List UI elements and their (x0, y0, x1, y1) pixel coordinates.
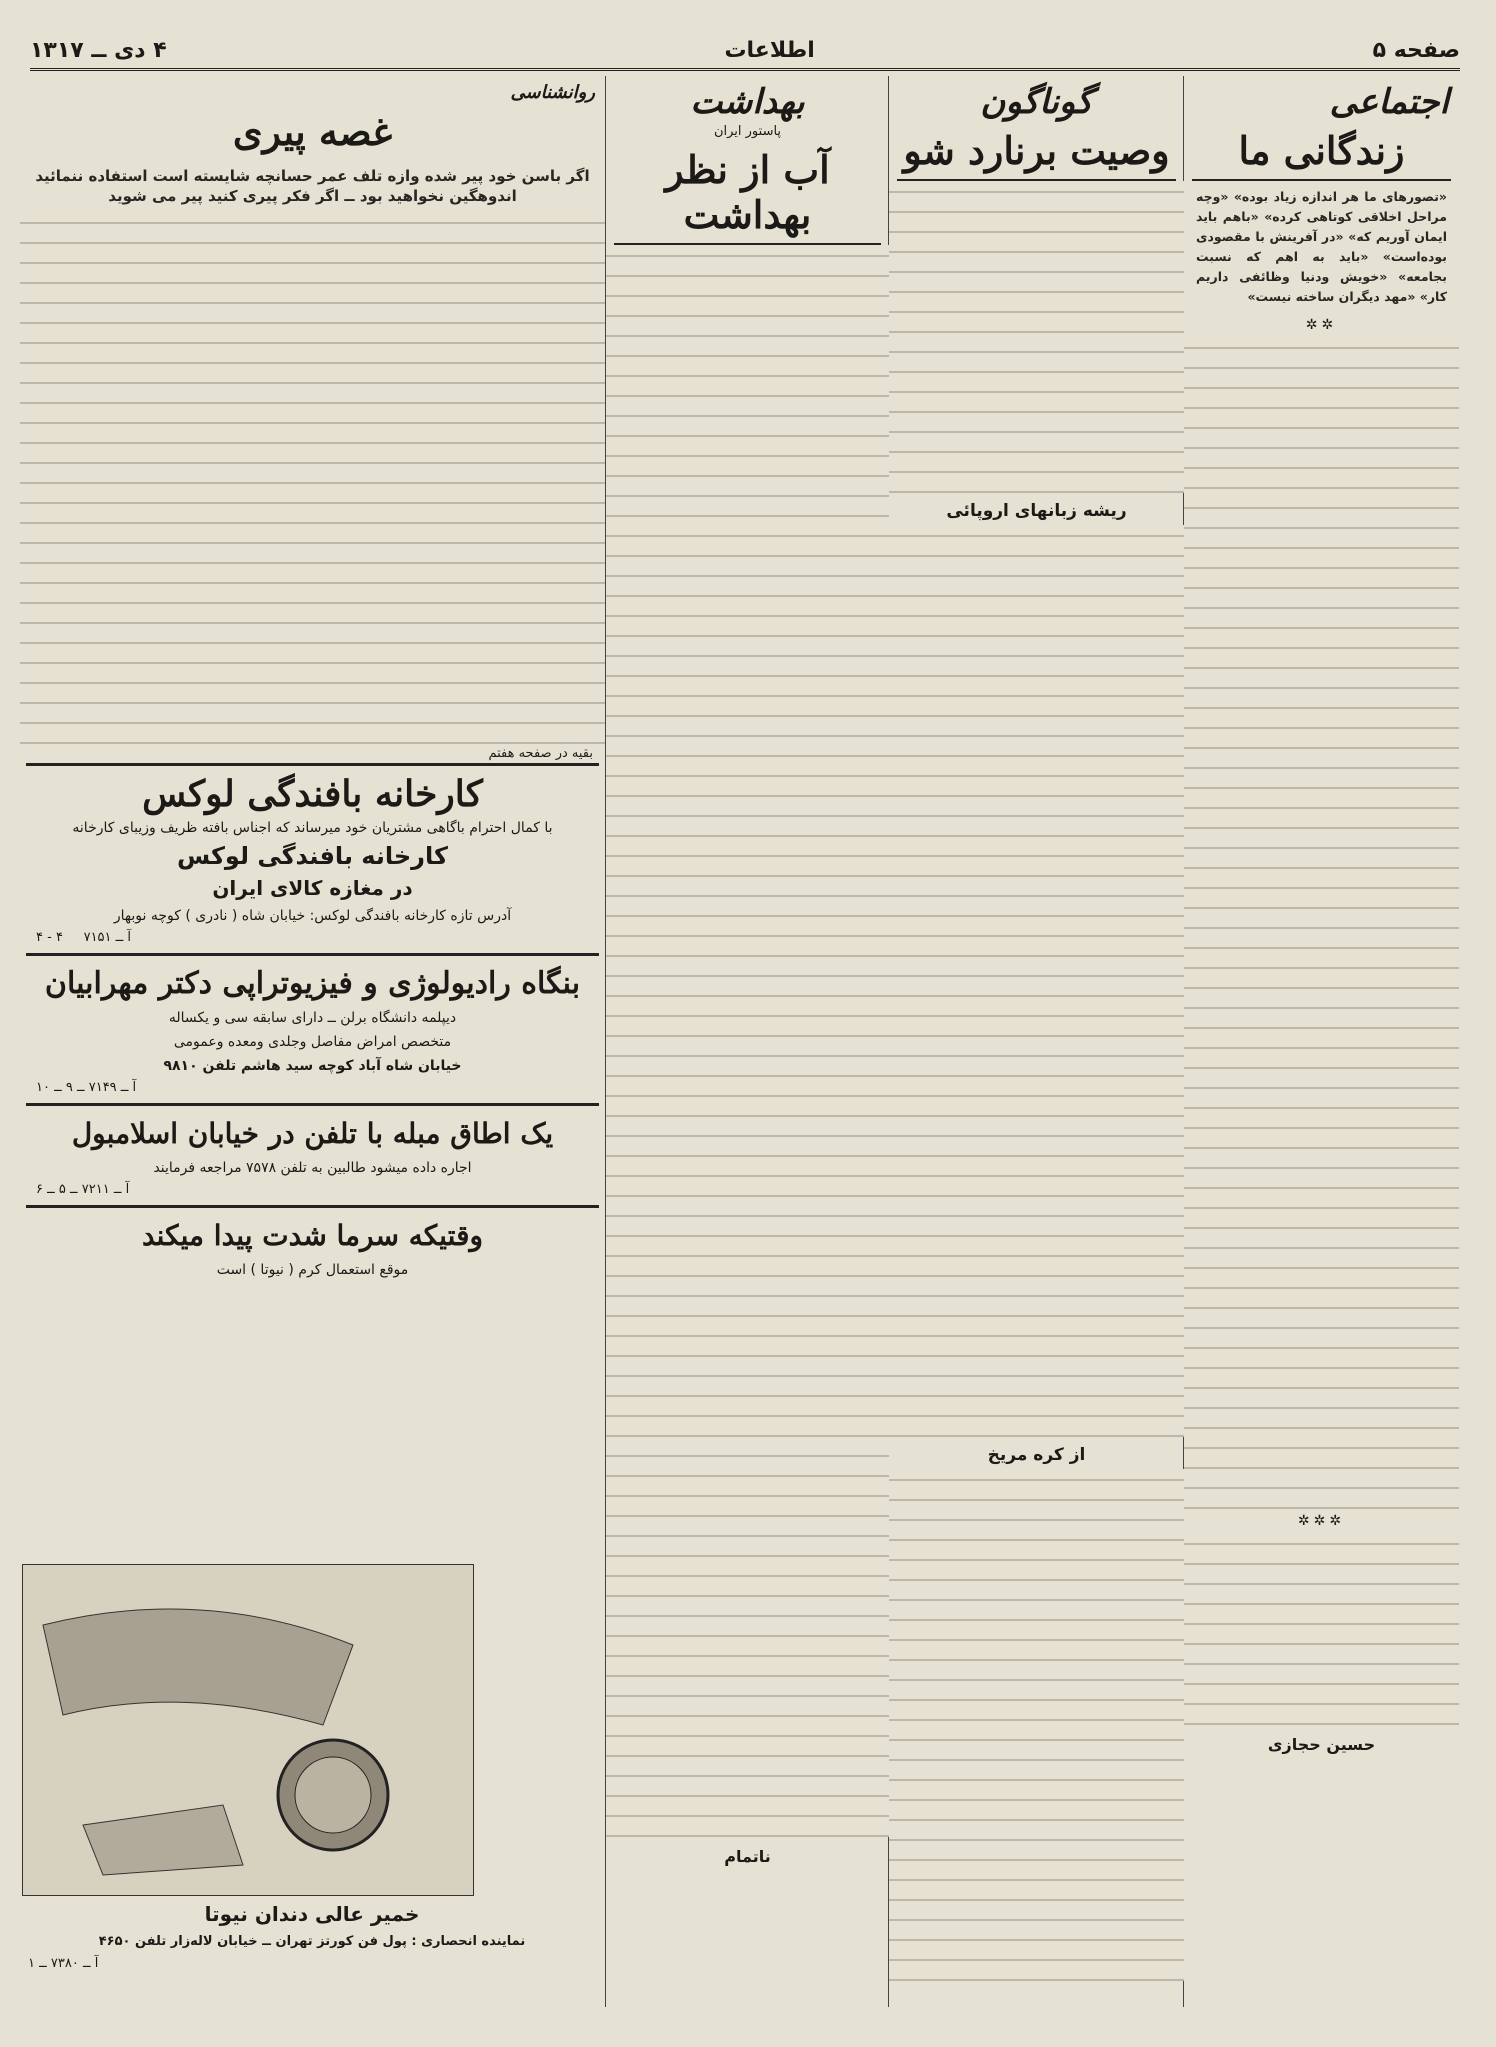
ad-phone-number: آ ــ ۷۱۵۱ (83, 930, 132, 945)
section-tag: اجتماعی (1329, 82, 1449, 122)
article-headline: آب از نظر بهداشت (614, 141, 881, 245)
nivea-footer (22, 1898, 602, 1973)
nivea-tin-illustration (22, 1564, 474, 1896)
ad-product: خمیر عالی دندان نیوتا (204, 1902, 420, 1926)
article-body-placeholder (889, 1469, 1184, 1981)
ad-radiology (26, 953, 599, 1103)
section-divider-icon: ✲✲✲ (1297, 1513, 1346, 1529)
column-misc (888, 76, 1184, 2007)
ad-title: وقتیکه سرما شدت پیدا میکند (141, 1219, 483, 1252)
article-body-placeholder (1184, 1533, 1459, 1725)
section-tag: گوناگون (980, 82, 1093, 122)
masthead (30, 32, 1460, 71)
article-body-placeholder (1184, 337, 1459, 1509)
article-subhead: از کره مریخ (987, 1445, 1086, 1465)
article-headline: غصه پیری (232, 109, 393, 154)
ad-line: متخصص امراض مفاصل وجلدی ومعده وعمومی (173, 1034, 452, 1050)
ad-title: بنگاه رادیولوژی و فیزیوتراپی دکتر مهرابیان (44, 966, 581, 1001)
ad-agent: نماینده انحصاری : پول فن کورتز تهران ــ خیابان لاله‌زار تلفن ۴۶۵۰ (98, 1934, 526, 1949)
ad-title: کارخانه بافندگی لوکس (142, 773, 483, 815)
paper-name: اطلاعات (724, 37, 815, 63)
issue-date: ۴ دی ــ ۱۳۱۷ (30, 37, 167, 63)
ad-phone: آ ــ ۷۳۸۰ ــ ۱ (28, 1956, 99, 1971)
ad-phone: آ ــ ۷۱۴۹ ــ ۹ ــ ۱۰ (36, 1080, 137, 1095)
continued-note: ناتمام (724, 1847, 771, 1866)
ad-phone: آ ــ ۷۲۱۱ ــ ۵ ــ ۶ (36, 1182, 130, 1197)
ad-lux-weaving (26, 763, 599, 953)
ad-furnished-room (26, 1103, 599, 1205)
ad-line: با کمال احترام باگاهی مشتریان خود میرساند که اجناس بافته ظریف وزیبای کارخانه (72, 820, 553, 836)
article-subhead: ریشه زبانهای اروپائی (946, 501, 1127, 521)
section-tag: بهداشت (690, 82, 805, 122)
page-label: صفحه ۵ (1372, 37, 1460, 63)
article-body-placeholder (889, 181, 1184, 493)
ad-line: اجاره داده میشود طالبین به تلفن ۷۵۷۸ مراجعه فرمایند (153, 1160, 472, 1176)
ad-title: یک اطاق مبله با تلفن در خیابان اسلامبول (71, 1117, 554, 1150)
nivea-tin-icon (23, 1565, 473, 1895)
article-headline: وصیت برنارد شو (897, 122, 1176, 181)
article-body-placeholder (889, 525, 1184, 1437)
section-tag: روانشناسی (510, 82, 595, 103)
ad-address: خیابان شاه آباد کوچه سید هاشم تلفن ۹۸۱۰ (163, 1058, 462, 1074)
column-health (605, 76, 889, 2007)
article-deck: اگر باسن خود پیر شده وازه تلف عمر حسانچه شایسته است استفاده ننمائید اندوهگین نخواهید بود ــ اگر فکر پیری کنید پیر می شوید (35, 167, 590, 205)
ad-subtitle: موقع استعمال کرم ( نیوتا ) است (216, 1262, 409, 1278)
ad-ref: ۴ - ۴ (36, 930, 63, 945)
ad-store: در مغازه کالای ایران (212, 876, 413, 900)
article-headline: زندگانی ما (1192, 122, 1451, 181)
ad-phone (30, 928, 595, 947)
ad-address: آدرس تازه کارخانه بافندگی لوکس: خیابان شاه ( نادری ) کوچه نوبهار (113, 908, 512, 924)
article-intro: «تصورهای ما هر اندازه زیاد بوده» «وچه مراحل اخلاقی کوتاهی کرده» «باهم باید ایمان آوریم که» «در آفرینش با مقصودی بوده‌است» «باید به اهم که نسبت بجامعه» «خویش ودنیا وظائفی داریم کار» «مهد دیگران ساخته نیست» (1196, 189, 1447, 304)
article-body-placeholder (20, 212, 605, 744)
article-body-placeholder (606, 245, 889, 1837)
column-social (1183, 76, 1459, 2007)
author-byline: حسین حجازی (1267, 1735, 1376, 1754)
section-divider-icon: ✲✲ (1305, 317, 1338, 333)
article-source: پاستور ایران (713, 124, 782, 139)
ad-nivea (26, 1205, 599, 1288)
ad-line: دیپلمه دانشگاه برلن ــ دارای سابقه سی و یکساله (168, 1010, 457, 1026)
continued-note: بقیه در صفحه هفتم (488, 746, 593, 761)
ad-headline: کارخانه بافندگی لوکس (177, 842, 448, 870)
